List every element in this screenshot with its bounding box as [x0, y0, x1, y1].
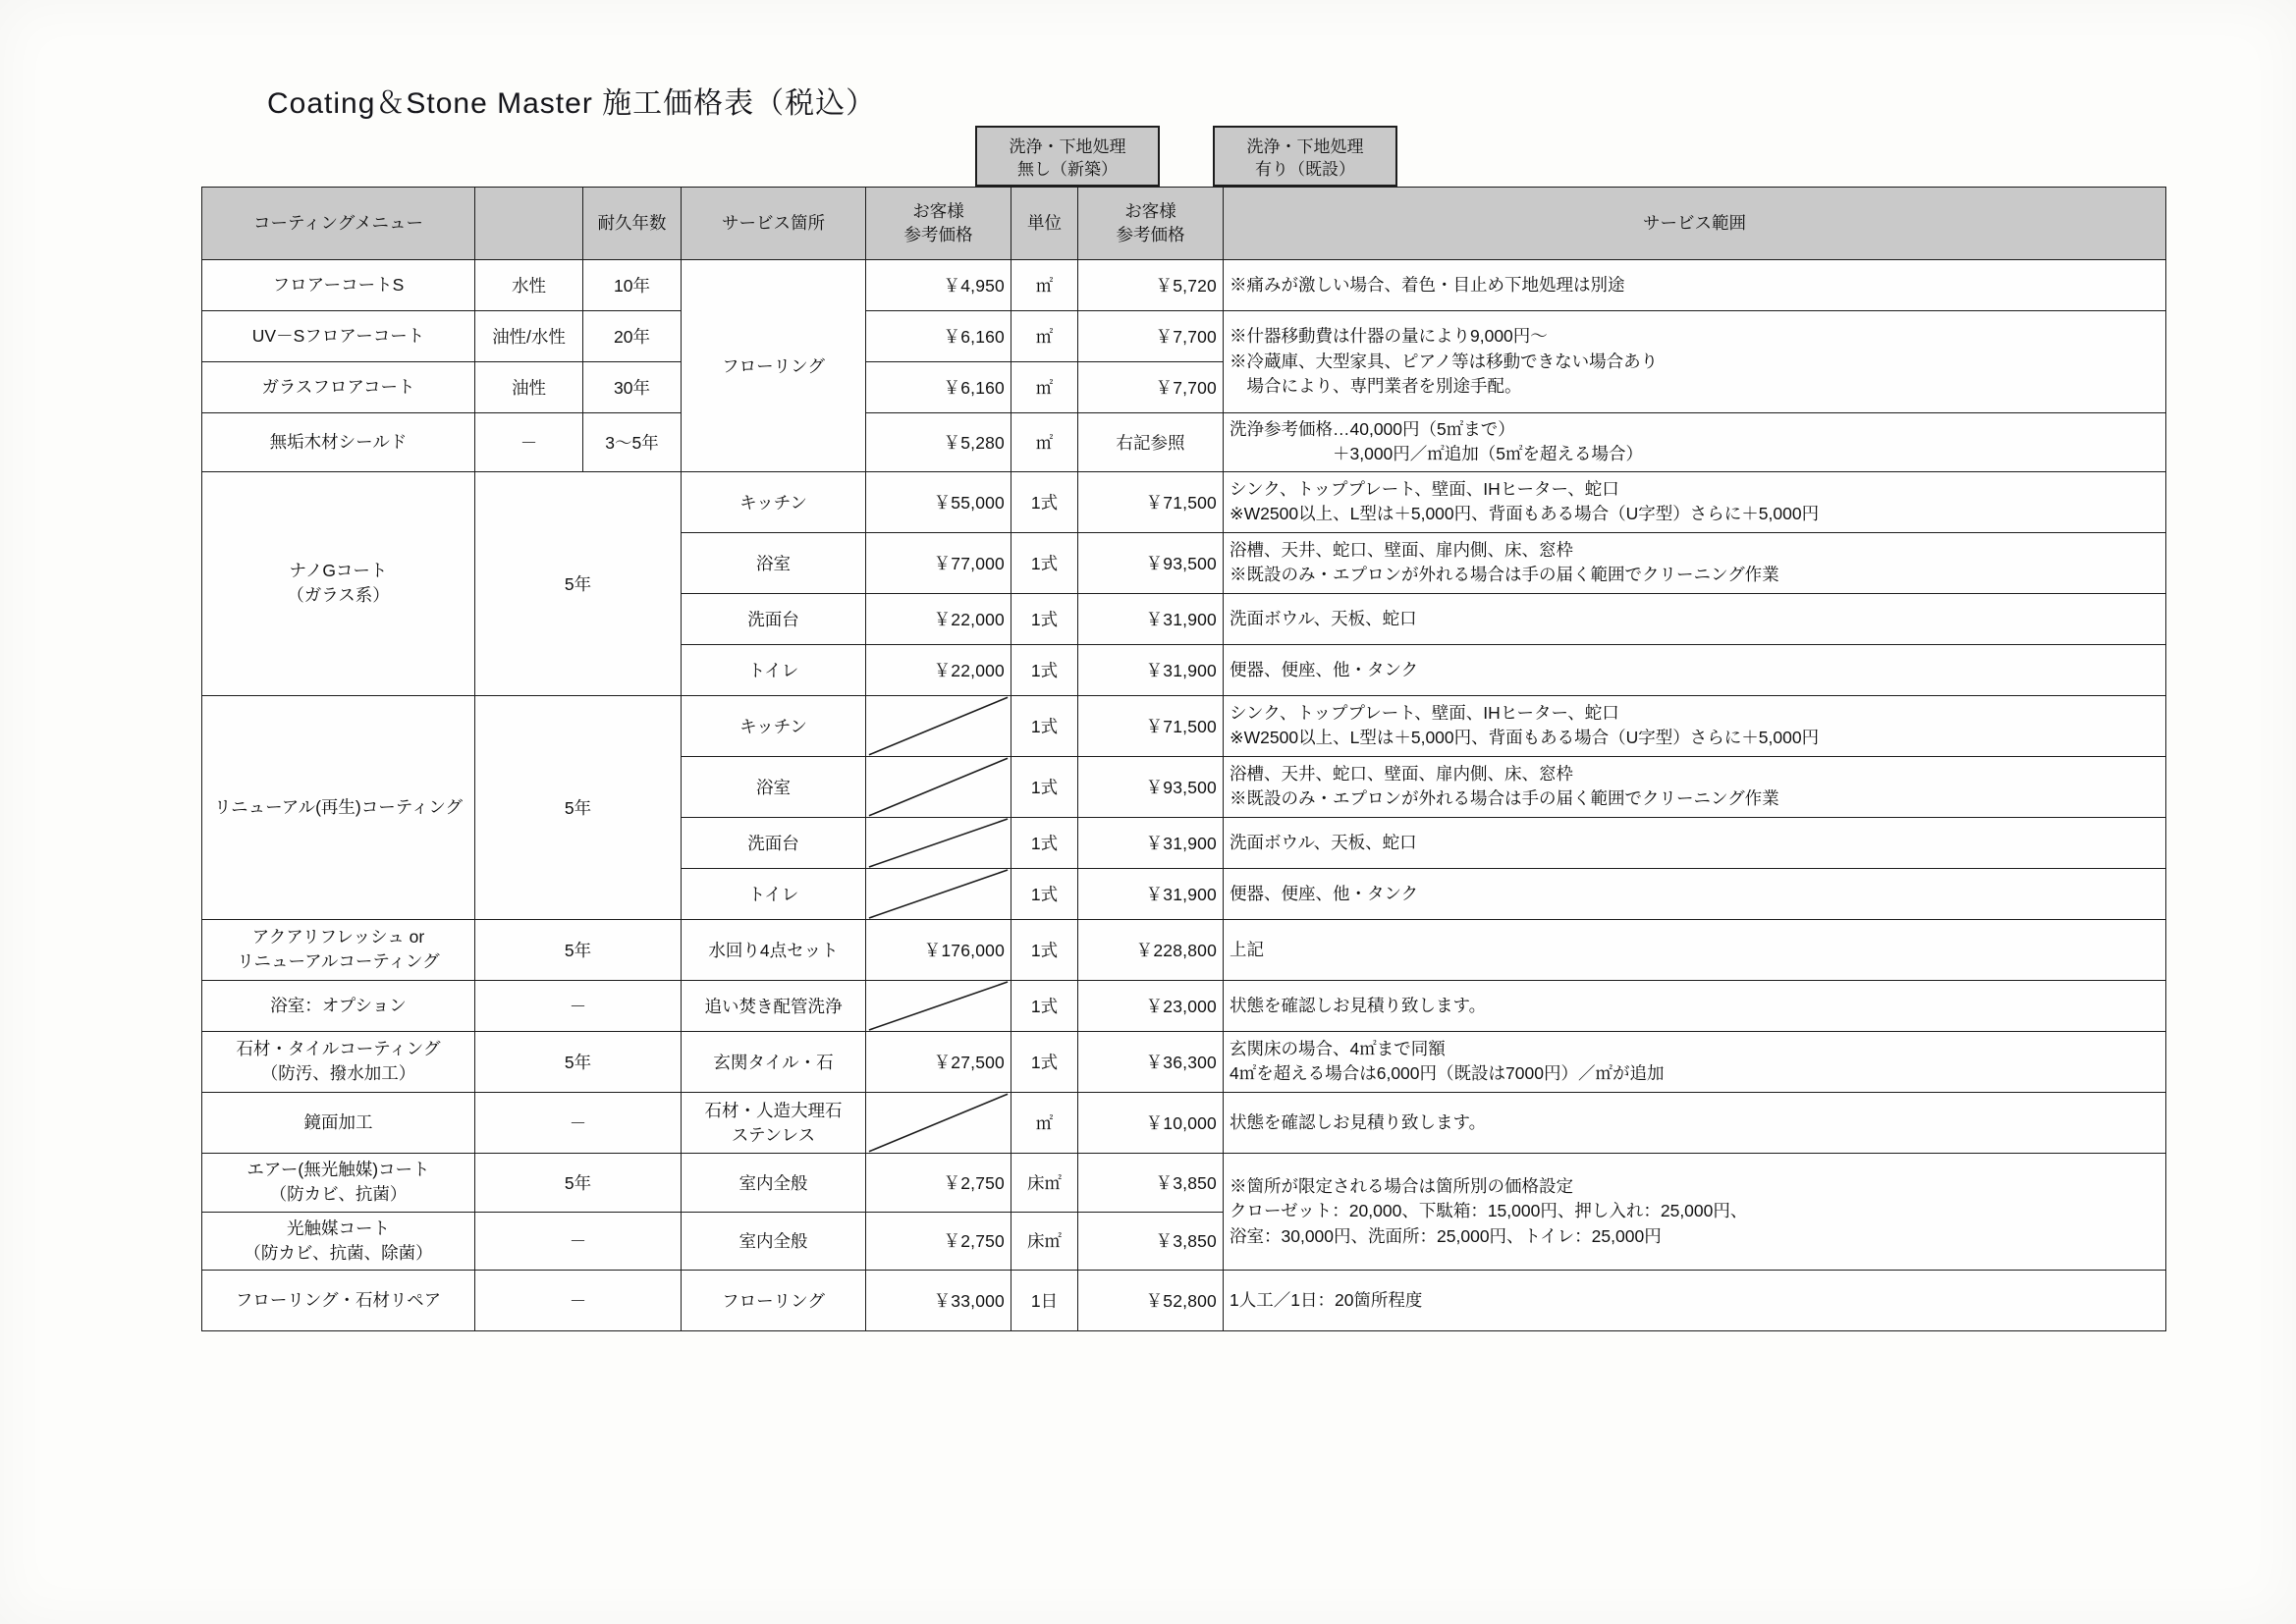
table-row [202, 695, 2166, 756]
scope-line: 上記 [1230, 939, 1264, 959]
cell-price-exist: ￥7,700 [1078, 362, 1224, 413]
scope-line: 洗浄参考価格…40,000円（5㎡まで） [1230, 419, 1515, 439]
diagonal-slash-icon [866, 696, 1011, 756]
diagonal-slash-icon [866, 757, 1011, 817]
cell-menu: UV－Sフロアーコート [202, 311, 475, 362]
cell-place: 玄関タイル・石 [682, 1031, 866, 1092]
cell-price-exist: ￥7,700 [1078, 311, 1224, 362]
cell-price-exist: ￥31,900 [1078, 868, 1224, 919]
diagonal-slash-icon [866, 1093, 1011, 1153]
cell-menu-aqua [202, 919, 475, 980]
cell-menu-line2: （防カビ、抗菌、除菌） [244, 1242, 433, 1263]
diagonal-slash-icon [866, 818, 1011, 868]
scope-line: 洗面ボウル、天板、蛇口 [1230, 832, 1417, 852]
scope-line: 状態を確認しお見積り致します。 [1230, 1111, 1487, 1132]
cell-price-new-empty [866, 980, 1011, 1031]
header-place: サービス箇所 [682, 188, 866, 260]
cell-durability: 10年 [583, 260, 682, 311]
cell-unit: ㎡ [1011, 362, 1078, 413]
cell-menu-air-coat [202, 1153, 475, 1212]
scope-line: ※既設のみ・エプロンが外れる場合は手の届く範囲でクリーニング作業 [1230, 788, 1779, 809]
scope-line: ＋3,000円／㎡追加（5㎡を超える場合） [1230, 444, 1644, 464]
cell-durability: 5年 [475, 1153, 682, 1212]
cell-durability: 20年 [583, 311, 682, 362]
cell-unit: 1式 [1011, 868, 1078, 919]
callout-new-line1: 洗浄・下地処理 [1009, 137, 1126, 156]
header-scope: サービス範囲 [1224, 188, 2166, 260]
diagonal-slash-icon [866, 981, 1011, 1031]
cell-menu-line1: ナノGコート [289, 560, 388, 580]
cell-price-exist: ￥5,720 [1078, 260, 1224, 311]
callout-new-line2: 無し（新築） [1017, 159, 1118, 179]
callout-new-construction [975, 126, 1160, 187]
cell-price-new: ￥2,750 [866, 1212, 1011, 1271]
cell-scope [1224, 1031, 2166, 1092]
scope-line: シンク、トッププレート、壁面、IHヒーター、蛇口 [1230, 702, 1619, 723]
cell-place: トイレ [682, 868, 866, 919]
cell-place: 洗面台 [682, 593, 866, 644]
table-row [202, 311, 2166, 362]
cell-menu-line1: アクアリフレッシュ or [251, 926, 425, 947]
table-row [202, 1092, 2166, 1153]
scope-line: クローゼット：20,000、下駄箱：15,000円、押し入れ：25,000円、 [1230, 1201, 1748, 1221]
cell-unit: 1式 [1011, 644, 1078, 695]
cell-place-line1: 石材・人造大理石 [704, 1101, 843, 1121]
cell-price-new: ￥22,000 [866, 593, 1011, 644]
cell-place: 追い焚き配管洗浄 [682, 980, 866, 1031]
scope-line: ※W2500以上、L型は＋5,000円、背面もある場合（U字型）さらに＋5,000円 [1230, 728, 1820, 748]
cell-price-new-empty [866, 695, 1011, 756]
cell-unit: 床㎡ [1011, 1212, 1078, 1271]
cell-place: 浴室 [682, 532, 866, 593]
table-header-row [202, 188, 2166, 260]
cell-price-new-empty [866, 868, 1011, 919]
cell-unit: 1式 [1011, 695, 1078, 756]
cell-place-flooring: フローリング [682, 260, 866, 472]
cell-price-exist: ￥71,500 [1078, 695, 1224, 756]
cell-price-exist: ￥3,850 [1078, 1153, 1224, 1212]
cell-scope [1224, 1271, 2166, 1331]
cell-price-exist: ￥3,850 [1078, 1212, 1224, 1271]
cell-unit: 1式 [1011, 471, 1078, 532]
cell-menu-line2: （ガラス系） [287, 585, 390, 606]
cell-price-exist: ￥36,300 [1078, 1031, 1224, 1092]
cell-menu: フローリング・石材リペア [202, 1271, 475, 1331]
scope-line: ※W2500以上、L型は＋5,000円、背面もある場合（U字型）さらに＋5,000円 [1230, 504, 1820, 524]
header-price-exist-line1: お客様 [1124, 200, 1176, 221]
cell-price-exist: ￥93,500 [1078, 532, 1224, 593]
cell-unit: 1式 [1011, 1031, 1078, 1092]
cell-scope [1224, 1092, 2166, 1153]
cell-scope [1224, 1153, 2166, 1271]
cell-unit: ㎡ [1011, 311, 1078, 362]
header-price-new-line2: 参考価格 [903, 224, 973, 244]
cell-price-new: ￥6,160 [866, 311, 1011, 362]
cell-type: － [475, 413, 583, 472]
header-price-exist-line2: 参考価格 [1116, 224, 1185, 244]
cell-price-new: ￥4,950 [866, 260, 1011, 311]
cell-unit: 1式 [1011, 980, 1078, 1031]
cell-menu: フロアーコートS [202, 260, 475, 311]
cell-scope [1224, 532, 2166, 593]
cell-price-new-empty [866, 1092, 1011, 1153]
table-row [202, 471, 2166, 532]
cell-price-new: ￥33,000 [866, 1271, 1011, 1331]
header-price-new [866, 188, 1011, 260]
cell-place: 室内全般 [682, 1212, 866, 1271]
cell-unit: 1式 [1011, 919, 1078, 980]
cell-place: 水回り4点セット [682, 919, 866, 980]
cell-unit: ㎡ [1011, 260, 1078, 311]
cell-scope [1224, 817, 2166, 868]
cell-scope [1224, 413, 2166, 472]
table-row [202, 980, 2166, 1031]
header-price-exist [1078, 188, 1224, 260]
table-row [202, 260, 2166, 311]
cell-scope [1224, 868, 2166, 919]
header-menu: コーティングメニュー [202, 188, 475, 260]
cell-type: 油性 [475, 362, 583, 413]
callout-existing-line1: 洗浄・下地処理 [1246, 137, 1364, 156]
cell-menu-line1: 石材・タイルコーティング [236, 1038, 441, 1058]
cell-scope [1224, 471, 2166, 532]
cell-place: キッチン [682, 471, 866, 532]
table-row [202, 1031, 2166, 1092]
price-table [201, 187, 2166, 1331]
cell-place: 室内全般 [682, 1153, 866, 1212]
scope-line: 1人工／1日：20箇所程度 [1230, 1290, 1423, 1311]
cell-scope [1224, 919, 2166, 980]
scope-line: ※什器移動費は什器の量により9,000円～ [1230, 326, 1548, 347]
cell-durability: 3～5年 [583, 413, 682, 472]
cell-menu: 無垢木材シールド [202, 413, 475, 472]
scope-line: 便器、便座、他・タンク [1230, 883, 1419, 903]
cell-durability: － [475, 1212, 682, 1271]
cell-scope [1224, 311, 2166, 413]
cell-menu-nano-g [202, 471, 475, 695]
cell-scope [1224, 593, 2166, 644]
cell-scope [1224, 695, 2166, 756]
cell-price-new: ￥22,000 [866, 644, 1011, 695]
cell-unit: ㎡ [1011, 413, 1078, 472]
table-row [202, 919, 2166, 980]
cell-place: 洗面台 [682, 817, 866, 868]
cell-place: フローリング [682, 1271, 866, 1331]
cell-menu-photocatalyst [202, 1212, 475, 1271]
cell-menu-line2: リニューアルコーティング [237, 951, 440, 972]
cell-durability: － [475, 980, 682, 1031]
cell-price-new: ￥176,000 [866, 919, 1011, 980]
page-title: Coating＆Stone Master 施工価格表（税込） [267, 87, 877, 120]
scope-line: 便器、便座、他・タンク [1230, 659, 1419, 679]
cell-price-exist: ￥31,900 [1078, 593, 1224, 644]
cell-menu-stone-tile [202, 1031, 475, 1092]
cell-type: 水性 [475, 260, 583, 311]
scope-line: 浴室：30,000円、洗面所：25,000円、トイレ：25,000円 [1230, 1225, 1662, 1246]
cell-price-exist: 右記参照 [1078, 413, 1224, 472]
scope-line: 4㎡を超える場合は6,000円（既設は7000円）／㎡が追加 [1230, 1063, 1665, 1084]
cell-price-exist: ￥31,900 [1078, 644, 1224, 695]
cell-price-exist: ￥71,500 [1078, 471, 1224, 532]
cell-type: 油性/水性 [475, 311, 583, 362]
cell-price-new-empty [866, 817, 1011, 868]
cell-durability: － [475, 1271, 682, 1331]
cell-menu: ガラスフロアコート [202, 362, 475, 413]
cell-price-new: ￥5,280 [866, 413, 1011, 472]
cell-menu-line1: エアー(無光触媒)コート [246, 1159, 430, 1179]
callout-existing-line2: 有り（既設） [1255, 159, 1355, 179]
cell-unit: 1式 [1011, 817, 1078, 868]
scope-line: 玄関床の場合、4㎡まで同額 [1230, 1038, 1446, 1058]
cell-place: 浴室 [682, 756, 866, 817]
header-type [475, 188, 583, 260]
cell-price-new: ￥77,000 [866, 532, 1011, 593]
cell-unit: 1日 [1011, 1271, 1078, 1331]
cell-price-new: ￥6,160 [866, 362, 1011, 413]
cell-price-new: ￥2,750 [866, 1153, 1011, 1212]
scope-line: 洗面ボウル、天板、蛇口 [1230, 608, 1417, 628]
cell-unit: 1式 [1011, 593, 1078, 644]
cell-place: トイレ [682, 644, 866, 695]
header-price-new-line1: お客様 [912, 200, 964, 221]
cell-scope [1224, 980, 2166, 1031]
cell-price-exist: ￥93,500 [1078, 756, 1224, 817]
cell-place: キッチン [682, 695, 866, 756]
cell-menu-line2: （防汚、撥水加工） [260, 1063, 416, 1084]
cell-durability: 5年 [475, 695, 682, 919]
cell-menu: 浴室：オプション [202, 980, 475, 1031]
cell-scope [1224, 756, 2166, 817]
cell-menu-line2: （防カビ、抗菌） [269, 1184, 408, 1205]
scope-line: 浴槽、天井、蛇口、壁面、扉内側、床、窓枠 [1230, 763, 1573, 784]
cell-durability: 5年 [475, 1031, 682, 1092]
cell-durability: － [475, 1092, 682, 1153]
table-row [202, 1271, 2166, 1331]
cell-place-line2: ステンレス [731, 1125, 816, 1146]
cell-durability: 5年 [475, 471, 682, 695]
cell-menu-renewal: リニューアル(再生)コーティング [202, 695, 475, 919]
cell-price-exist: ￥23,000 [1078, 980, 1224, 1031]
cell-price-exist: ￥52,800 [1078, 1271, 1224, 1331]
cell-durability: 5年 [475, 919, 682, 980]
scope-line: ※箇所が限定される場合は箇所別の価格設定 [1230, 1175, 1573, 1196]
cell-menu: 鏡面加工 [202, 1092, 475, 1153]
cell-place-mirror [682, 1092, 866, 1153]
cell-price-exist: ￥228,800 [1078, 919, 1224, 980]
cell-unit: ㎡ [1011, 1092, 1078, 1153]
scope-line: 状態を確認しお見積り致します。 [1230, 995, 1487, 1015]
scope-line: シンク、トッププレート、壁面、IHヒーター、蛇口 [1230, 478, 1619, 499]
cell-unit: 1式 [1011, 532, 1078, 593]
cell-unit: 床㎡ [1011, 1153, 1078, 1212]
cell-unit: 1式 [1011, 756, 1078, 817]
cell-menu-line1: 光触媒コート [287, 1218, 390, 1238]
callout-existing-construction [1213, 126, 1397, 187]
scope-line: ※既設のみ・エプロンが外れる場合は手の届く範囲でクリーニング作業 [1230, 565, 1779, 585]
cell-price-new: ￥55,000 [866, 471, 1011, 532]
scope-line: ※痛みが激しい場合、着色・目止め下地処理は別途 [1230, 274, 1625, 295]
table-row [202, 413, 2166, 472]
header-durability: 耐久年数 [583, 188, 682, 260]
cell-price-exist: ￥10,000 [1078, 1092, 1224, 1153]
diagonal-slash-icon [866, 869, 1011, 919]
cell-durability: 30年 [583, 362, 682, 413]
scope-line: ※冷蔵庫、大型家具、ピアノ等は移動できない場合あり [1230, 351, 1659, 371]
cell-price-new-empty [866, 756, 1011, 817]
scope-line: 浴槽、天井、蛇口、壁面、扉内側、床、窓枠 [1230, 539, 1573, 560]
cell-price-new: ￥27,500 [866, 1031, 1011, 1092]
scope-line: 場合により、専門業者を別途手配。 [1230, 376, 1522, 397]
header-unit: 単位 [1011, 188, 1078, 260]
cell-scope [1224, 644, 2166, 695]
cell-scope [1224, 260, 2166, 311]
table-row [202, 1153, 2166, 1212]
cell-price-exist: ￥31,900 [1078, 817, 1224, 868]
